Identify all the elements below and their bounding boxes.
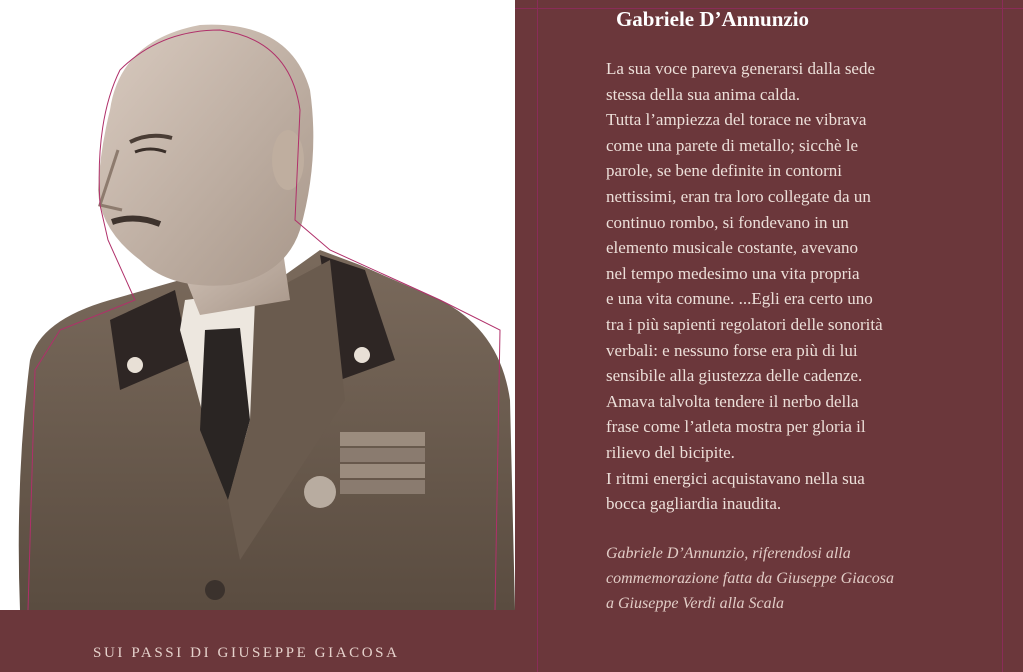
quote-line: e una vita comune. ...Egli era certo uno: [606, 289, 873, 309]
series-title: SUI PASSI DI GIUSEPPE GIACOSA: [93, 645, 400, 661]
quote-line: come una parete di metallo; sicchè le: [606, 135, 859, 155]
quote-line: parole, se bene definite in contorni: [606, 161, 843, 181]
quote-attribution: [606, 541, 966, 616]
quote-line: frase come l’atleta mostra per gloria il: [606, 417, 866, 437]
quote-line: Tutta l’ampiezza del torace ne vibrava: [606, 110, 867, 130]
quote-line: rilievo del bicipite.: [606, 442, 735, 462]
portrait-photo: [0, 0, 515, 610]
attribution-line: a Giuseppe Verdi alla Scala: [606, 595, 785, 612]
quote-line: stessa della sua anima calda.: [606, 84, 801, 104]
quote-line: nel tempo medesimo una vita propria: [606, 263, 860, 283]
quote-line: nettissimi, eran tra loro collegate da un: [606, 186, 871, 206]
quote-line: continuo rombo, si fondevano in un: [606, 212, 849, 232]
guide-line-vertical-right: [1002, 0, 1003, 672]
guide-line-vertical-left: [537, 0, 538, 672]
quote-line: Amava talvolta tendere il nerbo della: [606, 391, 859, 411]
attribution-line: Gabriele D’Annunzio, riferendosi alla: [606, 545, 851, 562]
quote-line: verbali: e nessuno forse era più di lui: [606, 340, 858, 360]
quote-line: bocca gagliardia inaudita.: [606, 494, 782, 514]
quote-text: [606, 56, 946, 517]
quote-line: I ritmi energici acquistavano nella sua: [606, 468, 865, 488]
attribution-line: commemorazione fatta da Giuseppe Giacosa: [606, 570, 894, 587]
bottom-caption-band: [0, 610, 515, 672]
panel-title: Gabriele D’Annunzio: [615, 7, 810, 31]
quote-line: elemento musicale costante, avevano: [606, 238, 859, 258]
quote-line: sensibile alla giustezza delle cadenze.: [606, 366, 863, 386]
quote-line: tra i più sapienti regolatori delle sonorità: [606, 314, 883, 334]
quote-line: La sua voce pareva generarsi dalla sede: [606, 59, 876, 78]
portrait-photo-area: [0, 0, 515, 610]
